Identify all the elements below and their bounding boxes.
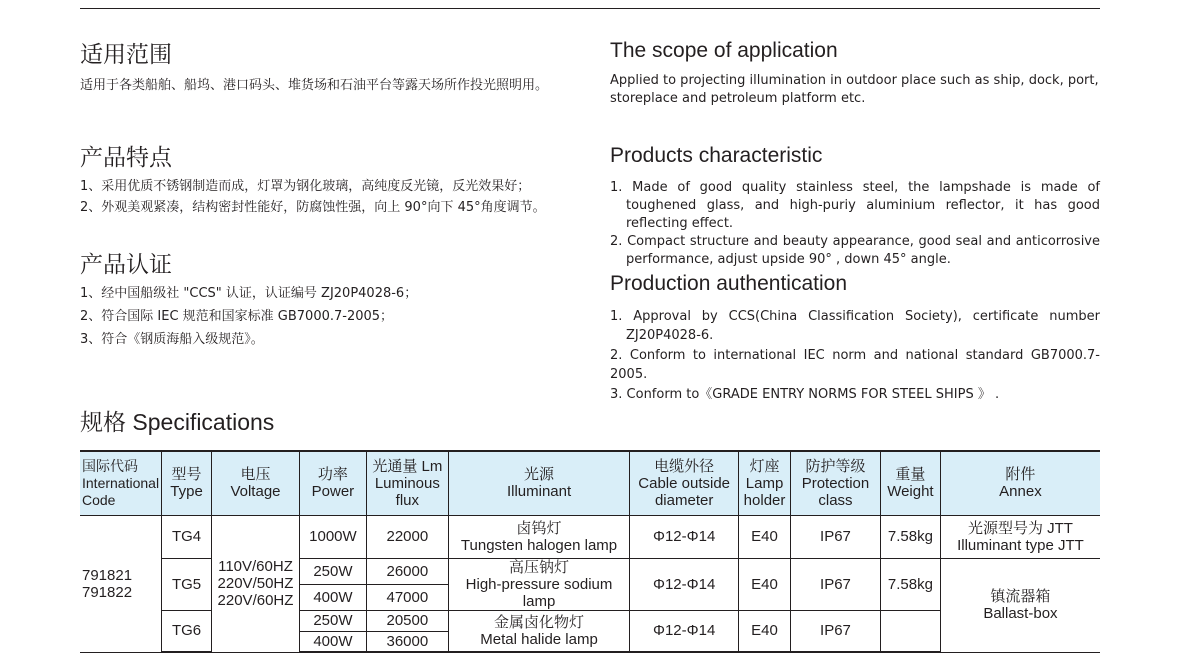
cable-cell: Φ12-Φ14 — [630, 610, 739, 652]
table-header-row — [80, 451, 1100, 515]
header-illuminant: 光源 Illuminant — [448, 451, 629, 515]
list-item: 3. Conform to《GRADE ENTRY NORMS FOR STEEL SHIPS 》 . — [610, 387, 1000, 402]
flux-cell: 26000 — [366, 558, 448, 584]
scope-text-cn: 适用于各类船舶、船坞、港口码头、堆货场和石油平台等露天场所作投光照明用。 — [80, 78, 549, 93]
specifications-title: 规格 Specifications — [80, 409, 275, 435]
voltage-cell: 110V/60HZ 220V/50HZ 220V/60HZ — [212, 515, 300, 652]
certification-heading-en: Production authentication — [610, 272, 847, 295]
list-item: 3、符合《钢质海船入级规范》。 — [80, 332, 264, 347]
certification-list-en — [610, 307, 1100, 404]
header-weight: 重量 Weight — [880, 451, 940, 515]
certification-list-cn — [80, 282, 590, 351]
illuminant-cell: 金属卤化物灯 Metal halide lamp — [448, 610, 629, 652]
list-item: 2、符合国际 IEC 规范和国家标准 GB7000.7-2005； — [80, 309, 394, 324]
header-voltage: 电压 Voltage — [212, 451, 300, 515]
code-cell: 791821 791822 — [80, 515, 162, 652]
list-item: 2、外观美观紧凑，结构密封性能好，防腐蚀性强，向上 90°向下 45°角度调节。 — [80, 200, 546, 215]
scope-heading-cn: 适用范围 — [80, 42, 172, 68]
header-flux: 光通量 Lm Luminous flux — [366, 451, 448, 515]
power-cell: 400W — [299, 631, 366, 652]
table-row — [80, 515, 1100, 558]
header-type: 型号 Type — [162, 451, 212, 515]
list-item: 1. Approval by CCS(China Classification Society), certificate number ZJ20P4028-6. — [610, 309, 1100, 343]
scope-heading-en: The scope of application — [610, 39, 838, 62]
flux-cell: 47000 — [366, 584, 448, 610]
illuminant-cell: 卤钨灯 Tungsten halogen lamp — [448, 515, 629, 558]
features-list-cn — [80, 176, 600, 218]
scope-text-en: Applied to projecting illumination in outdoor place such as ship, dock, port, storeplace and petroleum platform etc. — [610, 73, 1099, 106]
features-heading-en: Products characteristic — [610, 144, 823, 167]
certification-heading-cn: 产品认证 — [80, 252, 172, 278]
illuminant-cell: 高压钠灯 High-pressure sodium lamp — [448, 558, 629, 610]
flux-cell: 36000 — [366, 631, 448, 652]
weight-cell: 7.58kg — [880, 515, 940, 558]
protection-cell: IP67 — [791, 515, 881, 558]
protection-cell: IP67 — [791, 610, 881, 652]
specifications-table — [80, 450, 1100, 653]
type-cell: TG4 — [162, 515, 212, 558]
type-cell: TG5 — [162, 558, 212, 610]
header-power: 功率 Power — [299, 451, 366, 515]
protection-cell: IP67 — [791, 558, 881, 610]
holder-cell: E40 — [739, 610, 791, 652]
cable-cell: Φ12-Φ14 — [630, 558, 739, 610]
header-holder: 灯座 Lamp holder — [739, 451, 791, 515]
type-cell: TG6 — [162, 610, 212, 652]
holder-cell: E40 — [739, 558, 791, 610]
cable-cell: Φ12-Φ14 — [630, 515, 739, 558]
list-item: 1、采用优质不锈钢制造而成，灯罩为钢化玻璃，高纯度反光镜，反光效果好； — [80, 179, 531, 194]
header-code: 国际代码 International Code — [80, 451, 162, 515]
header-cable: 电缆外径 Cable outside diameter — [630, 451, 739, 515]
flux-cell: 20500 — [366, 610, 448, 631]
list-item: 2. Compact structure and beauty appearance, good seal and anticorrosive performance, adjust upside 90° , down 45° angle. — [610, 234, 1100, 267]
power-cell: 250W — [299, 610, 366, 631]
holder-cell: E40 — [739, 515, 791, 558]
features-heading-cn: 产品特点 — [80, 145, 172, 171]
weight-cell: 7.58kg — [880, 558, 940, 610]
power-cell: 400W — [299, 584, 366, 610]
list-item: 1. Made of good quality stainless steel, the lampshade is made of toughened glass, and high-puriy aluminium reflector, it has good reflecting effect. — [610, 180, 1100, 231]
weight-cell — [880, 610, 940, 652]
annex-cell: 光源型号为 JTT Illuminant type JTT — [940, 515, 1100, 558]
flux-cell: 22000 — [366, 515, 448, 558]
list-item: 1、经中国船级社 "CCS" 认证，认证编号 ZJ20P4028-6； — [80, 286, 418, 301]
annex-cell: 镇流器箱 Ballast-box — [940, 558, 1100, 652]
features-list-en — [610, 179, 1100, 269]
top-rule — [80, 8, 1100, 9]
power-cell: 1000W — [299, 515, 366, 558]
list-item: 2. Conform to international IEC norm and national standard GB7000.7-2005. — [610, 348, 1100, 382]
header-annex: 附件 Annex — [940, 451, 1100, 515]
power-cell: 250W — [299, 558, 366, 584]
header-protection: 防护等级 Protection class — [791, 451, 881, 515]
